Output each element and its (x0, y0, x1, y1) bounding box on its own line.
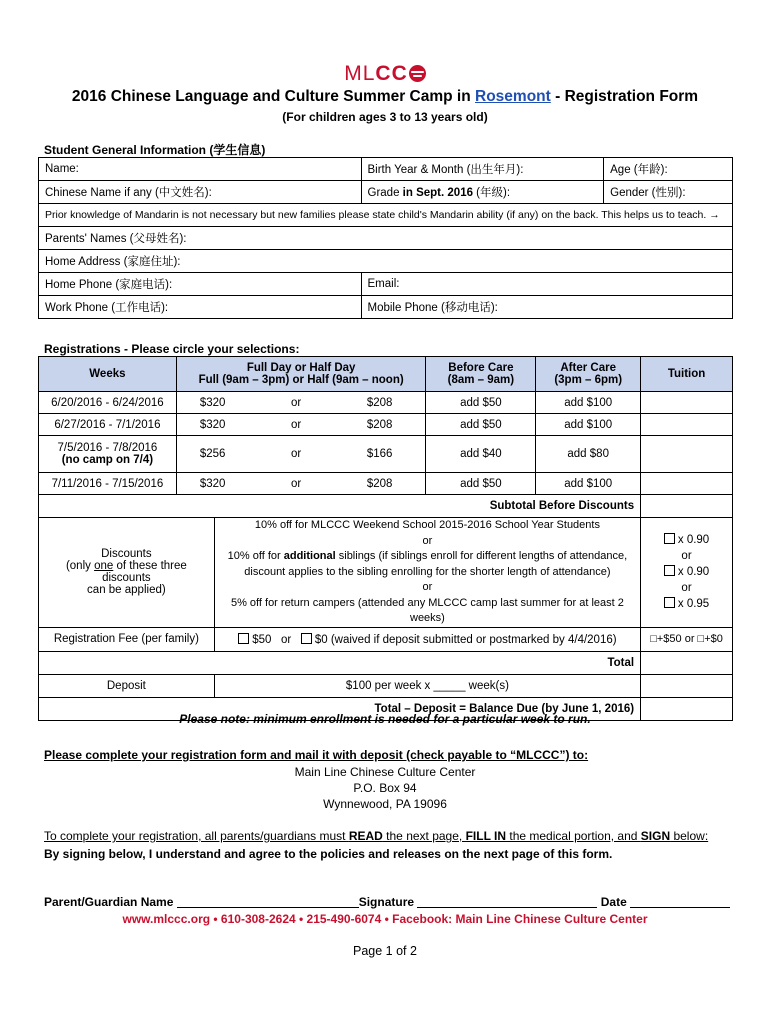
total-cell[interactable] (641, 651, 733, 674)
before-header-line1: Before Care (448, 362, 514, 374)
half-day-price[interactable]: $208 (366, 418, 393, 431)
complete-f: SIGN (640, 829, 671, 843)
full-day-price[interactable]: $320 (199, 418, 226, 431)
checkbox[interactable] (664, 533, 675, 544)
sibling-b: additional (283, 550, 336, 562)
work-phone-field[interactable]: Work Phone (工作电话): (39, 296, 362, 319)
after-care-cell[interactable]: add $100 (536, 473, 641, 495)
subtotal-cell[interactable] (641, 495, 733, 518)
agreement-statement: By signing below, I understand and agree to the policies and releases on the next page of this form. (44, 847, 613, 861)
tuition-cell[interactable] (641, 473, 733, 495)
student-section-label: Student General Information (学生信息) (44, 143, 266, 157)
rule-a: (only (65, 560, 95, 573)
age-field[interactable]: Age (年龄): (604, 158, 733, 181)
checkbox[interactable] (664, 565, 675, 576)
table-row (39, 414, 733, 436)
half-day-price[interactable]: $208 (366, 396, 393, 409)
complete-a: To complete your registration, all parents/guardians must (44, 829, 349, 843)
grade-bold: in Sept. 2016 (402, 187, 473, 199)
page-number: Page 1 of 2 (353, 944, 417, 958)
subtitle: (For children ages 3 to 13 years old) (282, 110, 488, 124)
subtotal-label: Subtotal Before Discounts (39, 495, 641, 518)
or-text: or (291, 418, 302, 431)
complete-d: FILL IN (465, 829, 507, 843)
before-care-cell[interactable]: add $50 (426, 473, 536, 495)
home-address-field[interactable]: Home Address (家庭住址): (39, 250, 733, 273)
week-note: (no camp on 7/4) (61, 454, 154, 466)
after-care-cell[interactable]: add $100 (536, 414, 641, 436)
after-header-line1: After Care (560, 362, 616, 374)
day-header-line2: Full (9am – 3pm) or Half (9am – noon) (198, 374, 404, 386)
or-text: or (291, 396, 302, 409)
registration-fee-label: Registration Fee (per family) (39, 627, 215, 651)
tuition-cell[interactable] (641, 392, 733, 414)
week-cell (39, 436, 177, 473)
or-text: or (681, 550, 692, 563)
address-line-1: Main Line Chinese Culture Center (294, 765, 476, 779)
signature-line[interactable] (417, 895, 597, 908)
footer-contact: www.mlccc.org • 610-308-2624 • 215-490-6074 • Facebook: Main Line Chinese Culture Center (122, 912, 648, 926)
table-row (39, 392, 733, 414)
address-line-3: Wynnewood, PA 19096 (323, 797, 447, 811)
enrollment-note: Please note: minimum enrollment is needed for a particular week to run. (179, 712, 591, 726)
date-label: Date (597, 895, 631, 909)
deposit-value[interactable]: $100 per week x _____ week(s) (214, 674, 640, 697)
discount-option-1[interactable] (644, 532, 729, 548)
prior-knowledge-note: Prior knowledge of Mandarin is not necessary but new families please state child's Mandarin ability (if any) on the back. This helps us to teach. → (39, 204, 733, 227)
globe-icon (409, 65, 426, 82)
logo-text-ml: ML (344, 62, 376, 85)
full-day-price[interactable]: $320 (199, 477, 226, 490)
discount-return-campers: 5% off for return campers (attended any MLCCC camp last summer for at least 2 weeks) (230, 596, 624, 624)
week-dates: 7/5/2016 - 7/8/2016 (57, 442, 158, 454)
day-option-cell[interactable] (176, 436, 426, 473)
parent-name-line[interactable] (177, 895, 359, 908)
day-header-line1: Full Day or Half Day (246, 362, 356, 374)
sibling-a: 10% off for (227, 550, 284, 562)
discount-option-2[interactable] (644, 564, 729, 580)
mult-3: x 0.95 (677, 598, 710, 611)
week-cell: 6/20/2016 - 6/24/2016 (39, 392, 177, 414)
grade-suffix: (年级): (472, 187, 511, 199)
before-header-line2: (8am – 9am) (447, 374, 515, 386)
discounts-rule (42, 560, 211, 584)
discounts-title: Discounts (101, 548, 152, 561)
title-suffix: - Registration Form (550, 88, 699, 105)
checkbox[interactable] (238, 633, 249, 644)
balance-label: Total – Deposit = Balance Due (by June 1, 2016) (39, 697, 641, 720)
rule-b: one (94, 560, 114, 573)
signature-label: Signature (358, 895, 418, 909)
before-care-cell[interactable]: add $50 (426, 392, 536, 414)
deposit-label: Deposit (39, 674, 215, 697)
or-text: or (281, 633, 292, 646)
complete-c: the next page, (382, 829, 466, 843)
sibling-note: discount applies to the sibling enrolling for the shorter length of attendance) (244, 565, 611, 578)
tuition-header: Tuition (641, 357, 733, 392)
or-text: or (291, 477, 302, 490)
total-label: Total (39, 651, 641, 674)
table-row (39, 436, 733, 473)
page-title (0, 88, 770, 106)
before-care-header (426, 357, 536, 392)
parents-names-field[interactable]: Parents' Names (父母姓名): (39, 227, 733, 250)
checkbox[interactable] (301, 633, 312, 644)
table-row (39, 473, 733, 495)
tuition-cell[interactable] (641, 414, 733, 436)
discount-option-3[interactable] (644, 596, 729, 612)
weeks-header: Weeks (39, 357, 177, 392)
half-day-price[interactable]: $208 (366, 477, 393, 490)
complete-g: below: (670, 829, 709, 843)
grade-field[interactable] (361, 181, 604, 204)
discounts-label (39, 518, 215, 628)
fee-50: $50 (252, 633, 272, 646)
registration-fee-tuition[interactable]: □+$50 or □+$0 (641, 627, 733, 651)
day-option-cell[interactable] (176, 392, 426, 414)
fee-0: $0 (waived if deposit submitted or postmarked by 4/4/2016) (314, 633, 617, 646)
discount-multipliers (641, 518, 733, 628)
full-day-price[interactable]: $320 (199, 396, 226, 409)
complete-b: READ (348, 829, 383, 843)
or-text: or (681, 582, 692, 595)
checkbox[interactable] (664, 597, 675, 608)
complete-e: the medical portion, and (506, 829, 641, 843)
registrations-label: Registrations - Please circle your selections: (44, 342, 300, 356)
date-line[interactable] (630, 895, 730, 908)
deposit-cell[interactable] (641, 674, 733, 697)
title-prefix: 2016 Chinese Language and Culture Summer Camp in (71, 88, 476, 105)
rule-line3: can be applied) (87, 584, 166, 597)
grade-prefix: Grade (367, 187, 403, 199)
mobile-phone-field[interactable]: Mobile Phone (移动电话): (361, 296, 733, 319)
sibling-c: siblings (if siblings enroll for different lengths of attendance, (335, 550, 628, 562)
email-field[interactable]: Email: (361, 273, 733, 296)
complete-instructions (44, 829, 708, 843)
week-cell: 6/27/2016 - 7/1/2016 (39, 414, 177, 436)
home-phone-field[interactable]: Home Phone (家庭电话): (39, 273, 362, 296)
registrations-table (38, 356, 733, 721)
signature-row (44, 895, 730, 909)
full-day-price[interactable]: $256 (199, 448, 226, 460)
or-text: or (422, 534, 433, 547)
mult-1: x 0.90 (677, 534, 710, 547)
after-care-cell[interactable]: add $80 (536, 436, 641, 473)
after-header-line2: (3pm – 6pm) (554, 374, 623, 386)
student-info-table (38, 157, 733, 319)
tuition-cell[interactable] (641, 436, 733, 473)
week-cell: 7/11/2016 - 7/15/2016 (39, 473, 177, 495)
rule-c: of these three discounts (102, 560, 187, 585)
mult-2: x 0.90 (677, 566, 710, 579)
before-care-cell[interactable]: add $40 (426, 436, 536, 473)
discount-weekend-school: 10% off for MLCCC Weekend School 2015-2016 School Year Students (254, 519, 600, 531)
or-text: or (291, 448, 302, 460)
parent-name-label: Parent/Guardian Name (44, 895, 177, 909)
gender-field[interactable]: Gender (性别): (604, 181, 733, 204)
discount-siblings (218, 549, 637, 565)
before-care-cell[interactable]: add $50 (426, 414, 536, 436)
registration-fee-options (214, 627, 640, 651)
address-line-2: P.O. Box 94 (353, 781, 417, 795)
rosemont-link[interactable]: Rosemont (475, 88, 551, 105)
chinese-name-field[interactable]: Chinese Name if any (中文姓名): (39, 181, 362, 204)
day-header (176, 357, 426, 392)
logo-text-cc: CC (375, 62, 408, 85)
half-day-price[interactable]: $166 (366, 448, 393, 460)
mail-instructions: Please complete your registration form and mail it with deposit (check payable to “MLCCC”) to: (44, 748, 589, 762)
mlccc-logo (0, 62, 770, 86)
or-text: or (422, 581, 433, 593)
after-care-cell[interactable]: add $100 (536, 392, 641, 414)
after-care-header (536, 357, 641, 392)
discounts-options (214, 518, 640, 628)
name-field[interactable]: Name: (39, 158, 362, 181)
day-option-cell[interactable] (176, 473, 426, 495)
day-option-cell[interactable] (176, 414, 426, 436)
birth-field[interactable]: Birth Year & Month (出生年月): (361, 158, 604, 181)
